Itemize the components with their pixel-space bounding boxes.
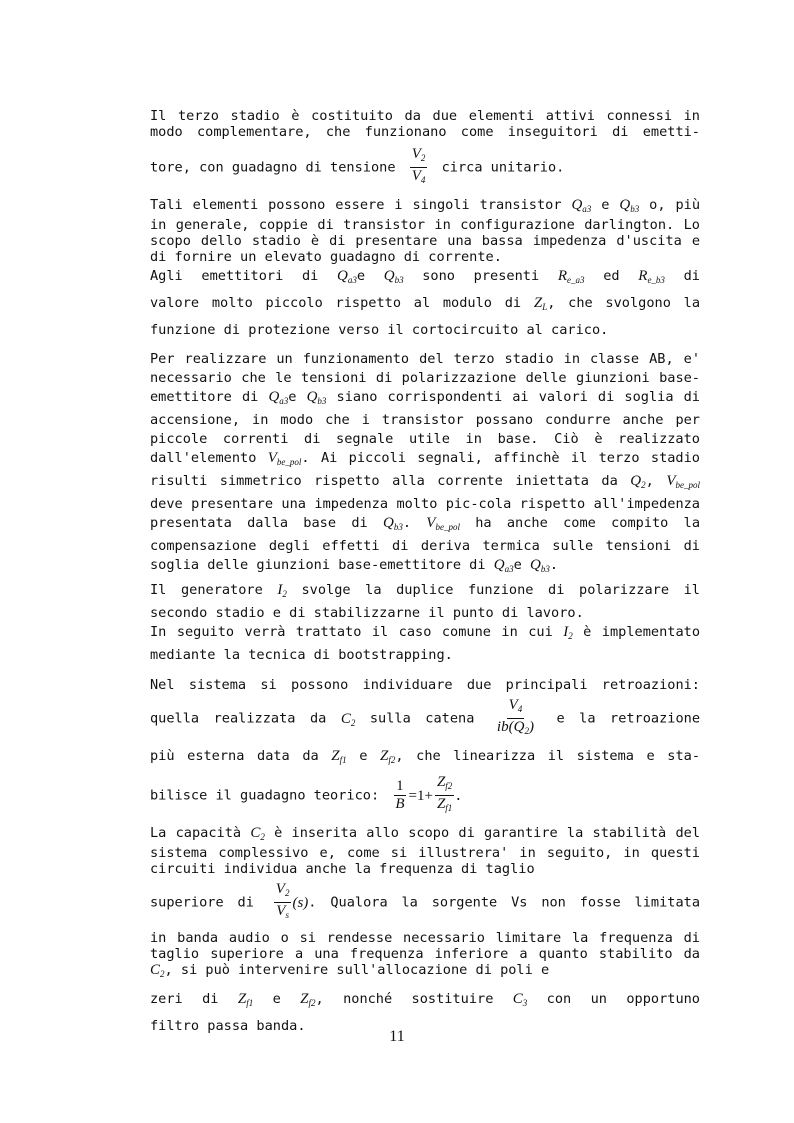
math-qa3: $Q_{a3}$ [337, 268, 357, 285]
paragraph-generator: Il generatore $I_2$ svolge la duplice funzione di polarizzare il secondo stadio e di stabilizzarne il punto di lavoro. [150, 582, 700, 621]
math-zf1: $Z_{f1}$ [237, 991, 254, 1008]
paragraph-capacitance-cont [150, 881, 700, 924]
text-line: più esterna data da $Z_{f1}$ e $Z_{f2}$, che linearizza il sistema e sta- [150, 748, 701, 765]
math-i2: $I_2$ [277, 582, 287, 599]
fraction-1-over-b: $\frac{1}{B}$ [395, 778, 405, 812]
paragraph-bootstrapping: In seguito verrà trattato il caso comune in cui $I_2$ è implementato mediante la tecnica di bootstrapping. [150, 624, 701, 663]
math-zl: $Z_L$ [533, 295, 548, 312]
text-line: tore, con guadagno di tensione $\frac{V_2}{V_4}$ circa unitario. [150, 146, 700, 189]
paragraph-capacitance-end: in banda audio o si rendesse necessario limitare la frequenza di taglio superiore a una frequenza inferiore a quanto stabilito da $C_2$, si può intervenire sull'allocazione di poli e [150, 930, 700, 979]
math-qb3: $Q_{b3}$ [529, 557, 550, 574]
math-qa3: $Q_{a3}$ [493, 557, 514, 574]
text-line: quella realizzata da $C_2$ sulla catena $\frac{V_4}{ib(Q_2)}$ e la retroazione [150, 697, 700, 740]
fraction-zf2-over-zf1: $\frac{Z_{f2}}{Z_{f1}}$ [436, 774, 453, 813]
math-qb3: $Q_{b3}$ [382, 515, 403, 532]
text-line: Nel sistema si possono individuare due principali retroazioni: [150, 677, 700, 693]
text-line: Il terzo stadio è costituito da due elementi attivi connessi in [150, 108, 700, 124]
math-c2: $C_2$ [250, 825, 265, 842]
paragraph-intro [150, 108, 700, 189]
page-number: 11 [389, 1028, 405, 1045]
text-line: superiore di $\frac{V_2}{V_s}$ (s). Qualora la sorgente Vs non fosse limitata [150, 881, 700, 924]
math-zf1: $Z_{f1}$ [331, 748, 347, 765]
paragraph-transistors: Tali elementi possono essere i singoli transistor $Q_{a3}$ e $Q_{b3}$ o, più in generale, coppie di transistor in configurazione darlington. Lo scopo dello stadio è di presentare una bassa impedenza d'uscita e di fornire un elevato guadagno di corrente. [150, 197, 701, 265]
text-line: valore molto piccolo rispetto al modulo di $Z_L$, che svolgono la [150, 295, 701, 312]
text-line: Agli emettitori di $Q_{a3}e$ $Q_{b3}$ sono presenti $R_{e\_a3}$ ed $R_{e\_b3}$ di [150, 268, 700, 285]
fraction-v2-over-vs: $\frac{V_2}{V_s}$ [275, 881, 290, 920]
fraction-v2-over-v4: $\frac{V_2}{V_4}$ [411, 146, 426, 185]
paragraph-emitters [150, 265, 700, 342]
text-line: zeri di $Z_{f1}$ e $Z_{f2}$, nonché sostituire $C_3$ con un opportuno [150, 991, 700, 1008]
math-qa3: $Q_{a3}$ [268, 389, 289, 406]
math-q2: $Q_2$ [630, 473, 646, 490]
math-re-a3: $R_{e\_a3}$ [557, 268, 585, 285]
math-qb3: $Q_{b3}$ [619, 197, 640, 214]
math-c2: $C_2$ [340, 710, 356, 728]
math-zf2: $Z_{f2}$ [380, 748, 396, 765]
paragraph-feedback [150, 677, 700, 817]
math-re-b3: $R_{e\_b3}$ [638, 268, 665, 285]
math-vbe-pol: $V_{be\_pol}$ [426, 515, 460, 532]
body-text [150, 108, 700, 1038]
text-line: filtro passa banda. [150, 1018, 306, 1034]
math-vbe-pol: $V_{be\_pol}$ [666, 473, 700, 490]
math-qa3: $Q_{a3}$ [571, 197, 592, 214]
math-qb3: $Q_{b3}$ [383, 268, 404, 285]
math-qb3: $Q_{b3}$ [306, 389, 327, 406]
paragraph-capacitance: La capacità $C_2$ è inserita allo scopo di garantire la stabilità del sistema complessivo e, come si illustrera' in seguito, in questi circuiti individua anche la frequenza di taglio [150, 825, 700, 877]
text-line: modo complementare, che funzionano come inseguitori di emetti- [150, 124, 700, 140]
fraction-v4-over-ibq2: $\frac{V_4}{ib(Q_2)}$ [496, 697, 534, 736]
math-c3: $C_3$ [512, 991, 528, 1008]
text-line: bilisce il guadagno teorico: $\frac{1}{B}$ =1+ $\frac{Z_{f2}}{Z_{f1}}$ . [150, 774, 700, 817]
math-zf2: $Z_{f2}$ [300, 991, 316, 1008]
math-vbe-pol: $V_{be\_pol}$ [267, 450, 302, 467]
math-c2: $C_2$ [150, 962, 165, 979]
math-i2: $I_2$ [563, 624, 573, 641]
paragraph-class-ab: Per realizzare un funzionamento del terzo stadio in classe AB, e' necessario che le tensioni di polarizzazione delle giunzioni base-emettitore di $Q_{a3}e$ $Q_{b3}$ siano corrispondenti ai valori di soglia di accensione, in modo che i transistor possano condurre anche per piccole correnti di segnale utile in base. Ciò è realizzato dall'elemento $V_{be\_pol}$. Ai piccoli segnali, affinchè il terzo stadio risulti simmetrico rispetto alla corrente iniettata da $Q_2$, $V_{be\_pol}$ deve presentare una impedenza molto pic-cola rispetto all'impedenza presentata dalla base di $Q_{b3}$. $V_{be\_pol}$ ha anche come compito la compensazione degli effetti di deriva termica sulle tensioni di soglia delle giunzioni base-emettitore di $Q_{a3}e$ $Q_{b3}$. [150, 351, 701, 574]
text-line: funzione di protezione verso il cortocircuito al carico. [150, 322, 609, 338]
